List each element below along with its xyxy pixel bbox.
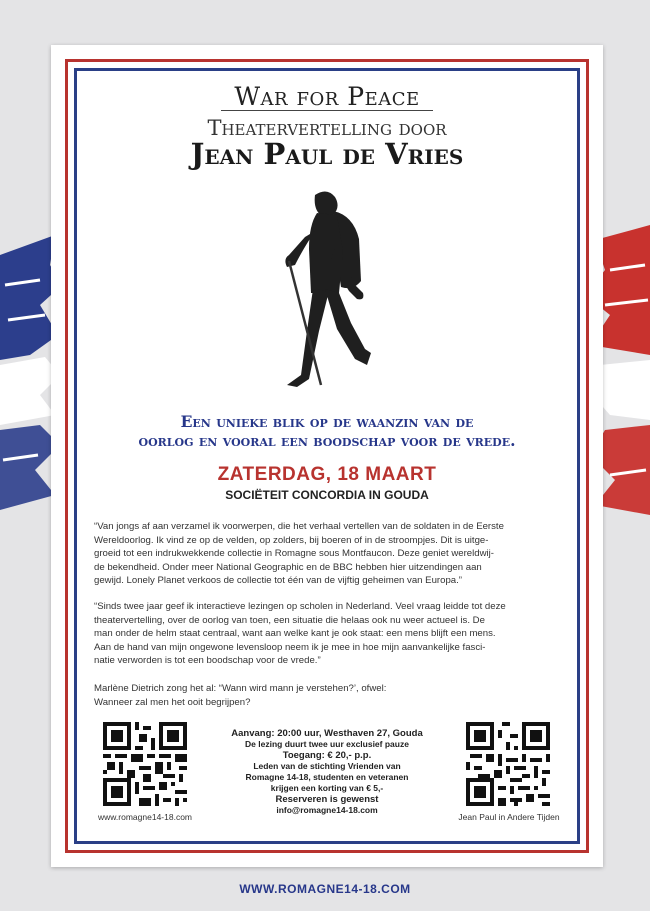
qr-code-andere-tijden[interactable]: [466, 722, 550, 806]
qr-caption-andere-tijden: Jean Paul in Andere Tijden: [458, 812, 560, 822]
title-divider: [221, 110, 433, 111]
poster: [51, 45, 603, 867]
info-korting-line: Leden van de stichting Vrienden van: [253, 761, 401, 771]
info-korting-line: Romagne 14-18, studenten en veteranen: [245, 772, 409, 782]
paragraph-collection: [94, 520, 560, 588]
paragraph-line: “Sinds twee jaar geef ik interactieve lezingen op scholen in Nederland. Veel vraag leidde tot deze: [94, 601, 506, 612]
event-date: ZATERDAG, 18 MAART: [217, 464, 437, 485]
paragraph-line: Aan de hand van mijn ongewone levensloop neem ik je mee in hoe mijn aanvankelijke fasci-: [94, 641, 486, 653]
hiker-silhouette: [275, 189, 385, 399]
poster-content: [80, 74, 574, 838]
paragraph-line: natie verworden is tot een boodschap voor de vrede.”: [94, 655, 321, 666]
paragraph-line: man onder de helm staat centraal, want aan welke kant je ook staat: een mens blijft een mens.: [94, 628, 496, 639]
subtitle-theatervertelling: Theatervertelling door: [207, 116, 447, 140]
info-duur: De lezing duurt twee uur exclusief pauze: [245, 739, 409, 749]
event-info-block: [208, 728, 446, 816]
paragraph-line: theatervertelling, over de oorlog van toen, een situatie die helaas ook nu weer actueel is. De: [94, 614, 485, 626]
info-korting-line: krijgen een korting van € 5,-: [270, 783, 384, 793]
tagline: [80, 412, 574, 450]
paragraph-line: Wanneer zal men het ooit begrijpen?: [94, 696, 251, 708]
footer-website-link[interactable]: WWW.ROMAGNE14-18.COM: [239, 882, 411, 896]
paragraph-line: Marlène Dietrich zong het al: “Wann wird mann je verstehen?’, ofwel:: [94, 683, 387, 694]
qr-code-website[interactable]: [103, 722, 187, 806]
paragraph-line: “Van jongs af aan verzamel ik voorwerpen, die het verhaal vertellen van de soldaten in de Eerste: [94, 521, 504, 532]
tagline-line: oorlog en vooral een boodschap voor de vrede.: [138, 431, 516, 450]
paragraph-line: groeid tot een indrukwekkende collectie in Romagne sous Montfaucon. Deze geniet wereldwij-: [94, 548, 494, 559]
paragraph-line: gewijd. Lonely Planet verkoos de collectie tot één van de vijftig geheimen van Europa.”: [94, 575, 462, 586]
paragraph-line: Wereldoorlog. Ik vind ze op de velden, op zolders, bij boeren of in de stroompjes. Dit is uitge-: [94, 534, 489, 546]
qr-caption-website: www.romagne14-18.com: [97, 812, 192, 822]
performer-name: Jean Paul de Vries: [190, 137, 464, 171]
paragraph-lectures: [94, 600, 560, 668]
title-war-for-peace: War for Peace: [234, 82, 420, 111]
tagline-line: Een unieke blik op de waanzin van de: [180, 412, 474, 431]
paragraph-line: de bekendheid. Onder meer National Geographic en de BBC hebben hier uitzendingen aan: [94, 561, 482, 573]
info-toegang: Toegang: € 20,- p.p.: [282, 750, 372, 761]
info-email[interactable]: info@romagne14-18.com: [276, 805, 378, 815]
event-venue: SOCIËTEIT CONCORDIA IN GOUDA: [225, 488, 429, 502]
info-reserveren: Reserveren is gewenst: [275, 794, 379, 805]
info-aanvang: Aanvang: 20:00 uur, Westhaven 27, Gouda: [231, 728, 423, 739]
paragraph-dietrich-quote: [94, 682, 560, 709]
